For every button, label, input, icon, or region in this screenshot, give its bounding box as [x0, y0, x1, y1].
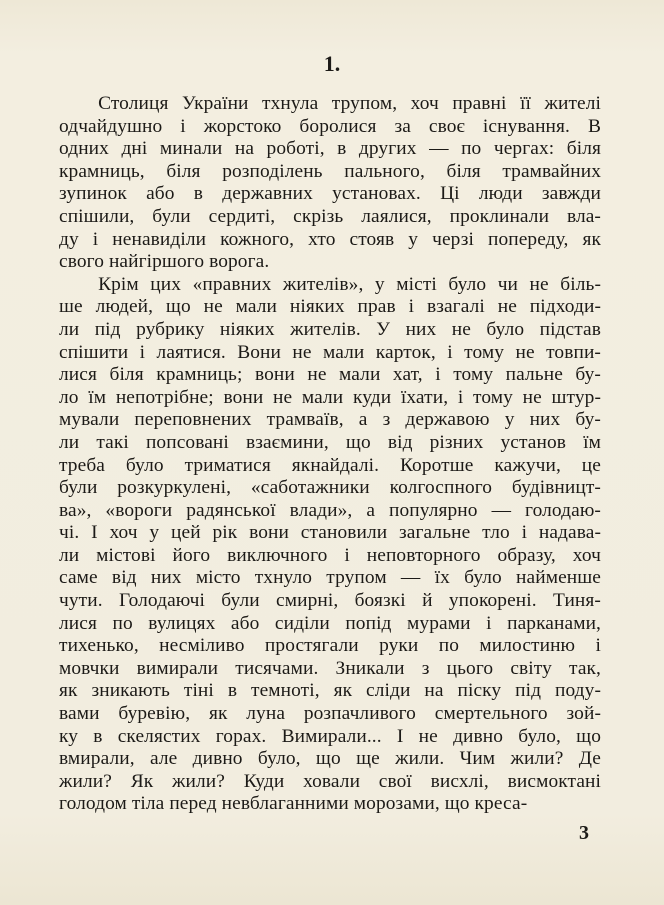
text-line: саме від них місто тхнуло трупом — їх було найменше [59, 567, 601, 589]
text-line: крамниць, біля розподілень пального, біля трамвайних [59, 160, 601, 182]
text-line: треба було триматися якнайдалі. Коротше кажучи, це [59, 454, 601, 476]
text-line: вмирали, але дивно було, що ще жили. Чим жили? Де [59, 748, 601, 770]
text-line: одчайдушно і жорстоко боролися за своє існування. В [59, 115, 601, 137]
text-line: лися по вулицях або сиділи попід мурами і парканами, [59, 612, 601, 634]
text-line: ли такі попсовані взаємини, що від різних установ їм [59, 431, 601, 453]
text-line: зупинок або в державних установах. Ці люди завжди [59, 183, 601, 205]
text-line: лися біля крамниць; вони не мали хат, і тому пальне бу- [59, 364, 601, 386]
text-line: ку в скелястих горах. Вимирали... І не дивно було, що [59, 725, 601, 747]
paragraph [59, 93, 601, 274]
paragraph [59, 274, 601, 816]
text-line: ва», «вороги радянської влади», а популярно — голодаю- [59, 499, 601, 521]
text-line: ду і ненавиділи кожного, хто стояв у черзі попереду, як [59, 228, 601, 250]
text-line: були розкуркулені, «саботажники колгоспного будівницт- [59, 477, 601, 499]
text-line: спішили, були сердиті, скрізь лаялися, проклинали вла- [59, 205, 601, 227]
text-line: мовчки вимирали тисячами. Зникали з цього світу так, [59, 657, 601, 679]
text-line: ли під рубрику ніяких жителів. У них не було підстав [59, 318, 601, 340]
text-line: вами буревію, як луна розпачливого смертельного зой- [59, 703, 601, 725]
text-line: Крім цих «правних жителів», у місті було чи не біль- [59, 273, 601, 295]
text-line: чути. Голодаючі були смирні, боязкі й упокорені. Тиня- [59, 590, 601, 612]
chapter-number: 1. [323, 51, 341, 76]
page-number: 3 [579, 822, 589, 844]
text-line: одних дні минали на роботі, в других — по чергах: біля [59, 138, 601, 160]
text-line: свого найгіршого ворога. [59, 251, 270, 273]
text-line: жили? Як жили? Куди ховали свої висхлі, висмоктані [59, 770, 601, 792]
bleed-through-text [140, 0, 580, 50]
body-text [59, 93, 601, 816]
text-line: ше людей, що не мали ніяких прав і взагалі не підходи- [59, 296, 601, 318]
text-line: спішити і лаятися. Вони не мали карток, і тому не товпи- [59, 341, 601, 363]
text-line: тихенько, несміливо простягали руки по милостиню і [59, 635, 601, 657]
text-line: голодом тіла перед невблаганними морозами, що креса- [59, 793, 528, 815]
text-line: чі. І хоч у цей рік вони становили загальне тло і надава- [59, 522, 601, 544]
text-line: ло їм непотрібне; вони не мали куди їхати, і тому не штур- [59, 386, 601, 408]
text-line: мували переповнених трамваїв, а з державою у них бу- [59, 409, 601, 431]
text-line: як зникають тіні в темноті, як сліди на піску під поду- [59, 680, 601, 702]
text-line: ли містові його виключного і неповторного образу, хоч [59, 544, 601, 566]
text-line: Столиця України тхнула трупом, хоч правні її жителі [59, 93, 601, 114]
